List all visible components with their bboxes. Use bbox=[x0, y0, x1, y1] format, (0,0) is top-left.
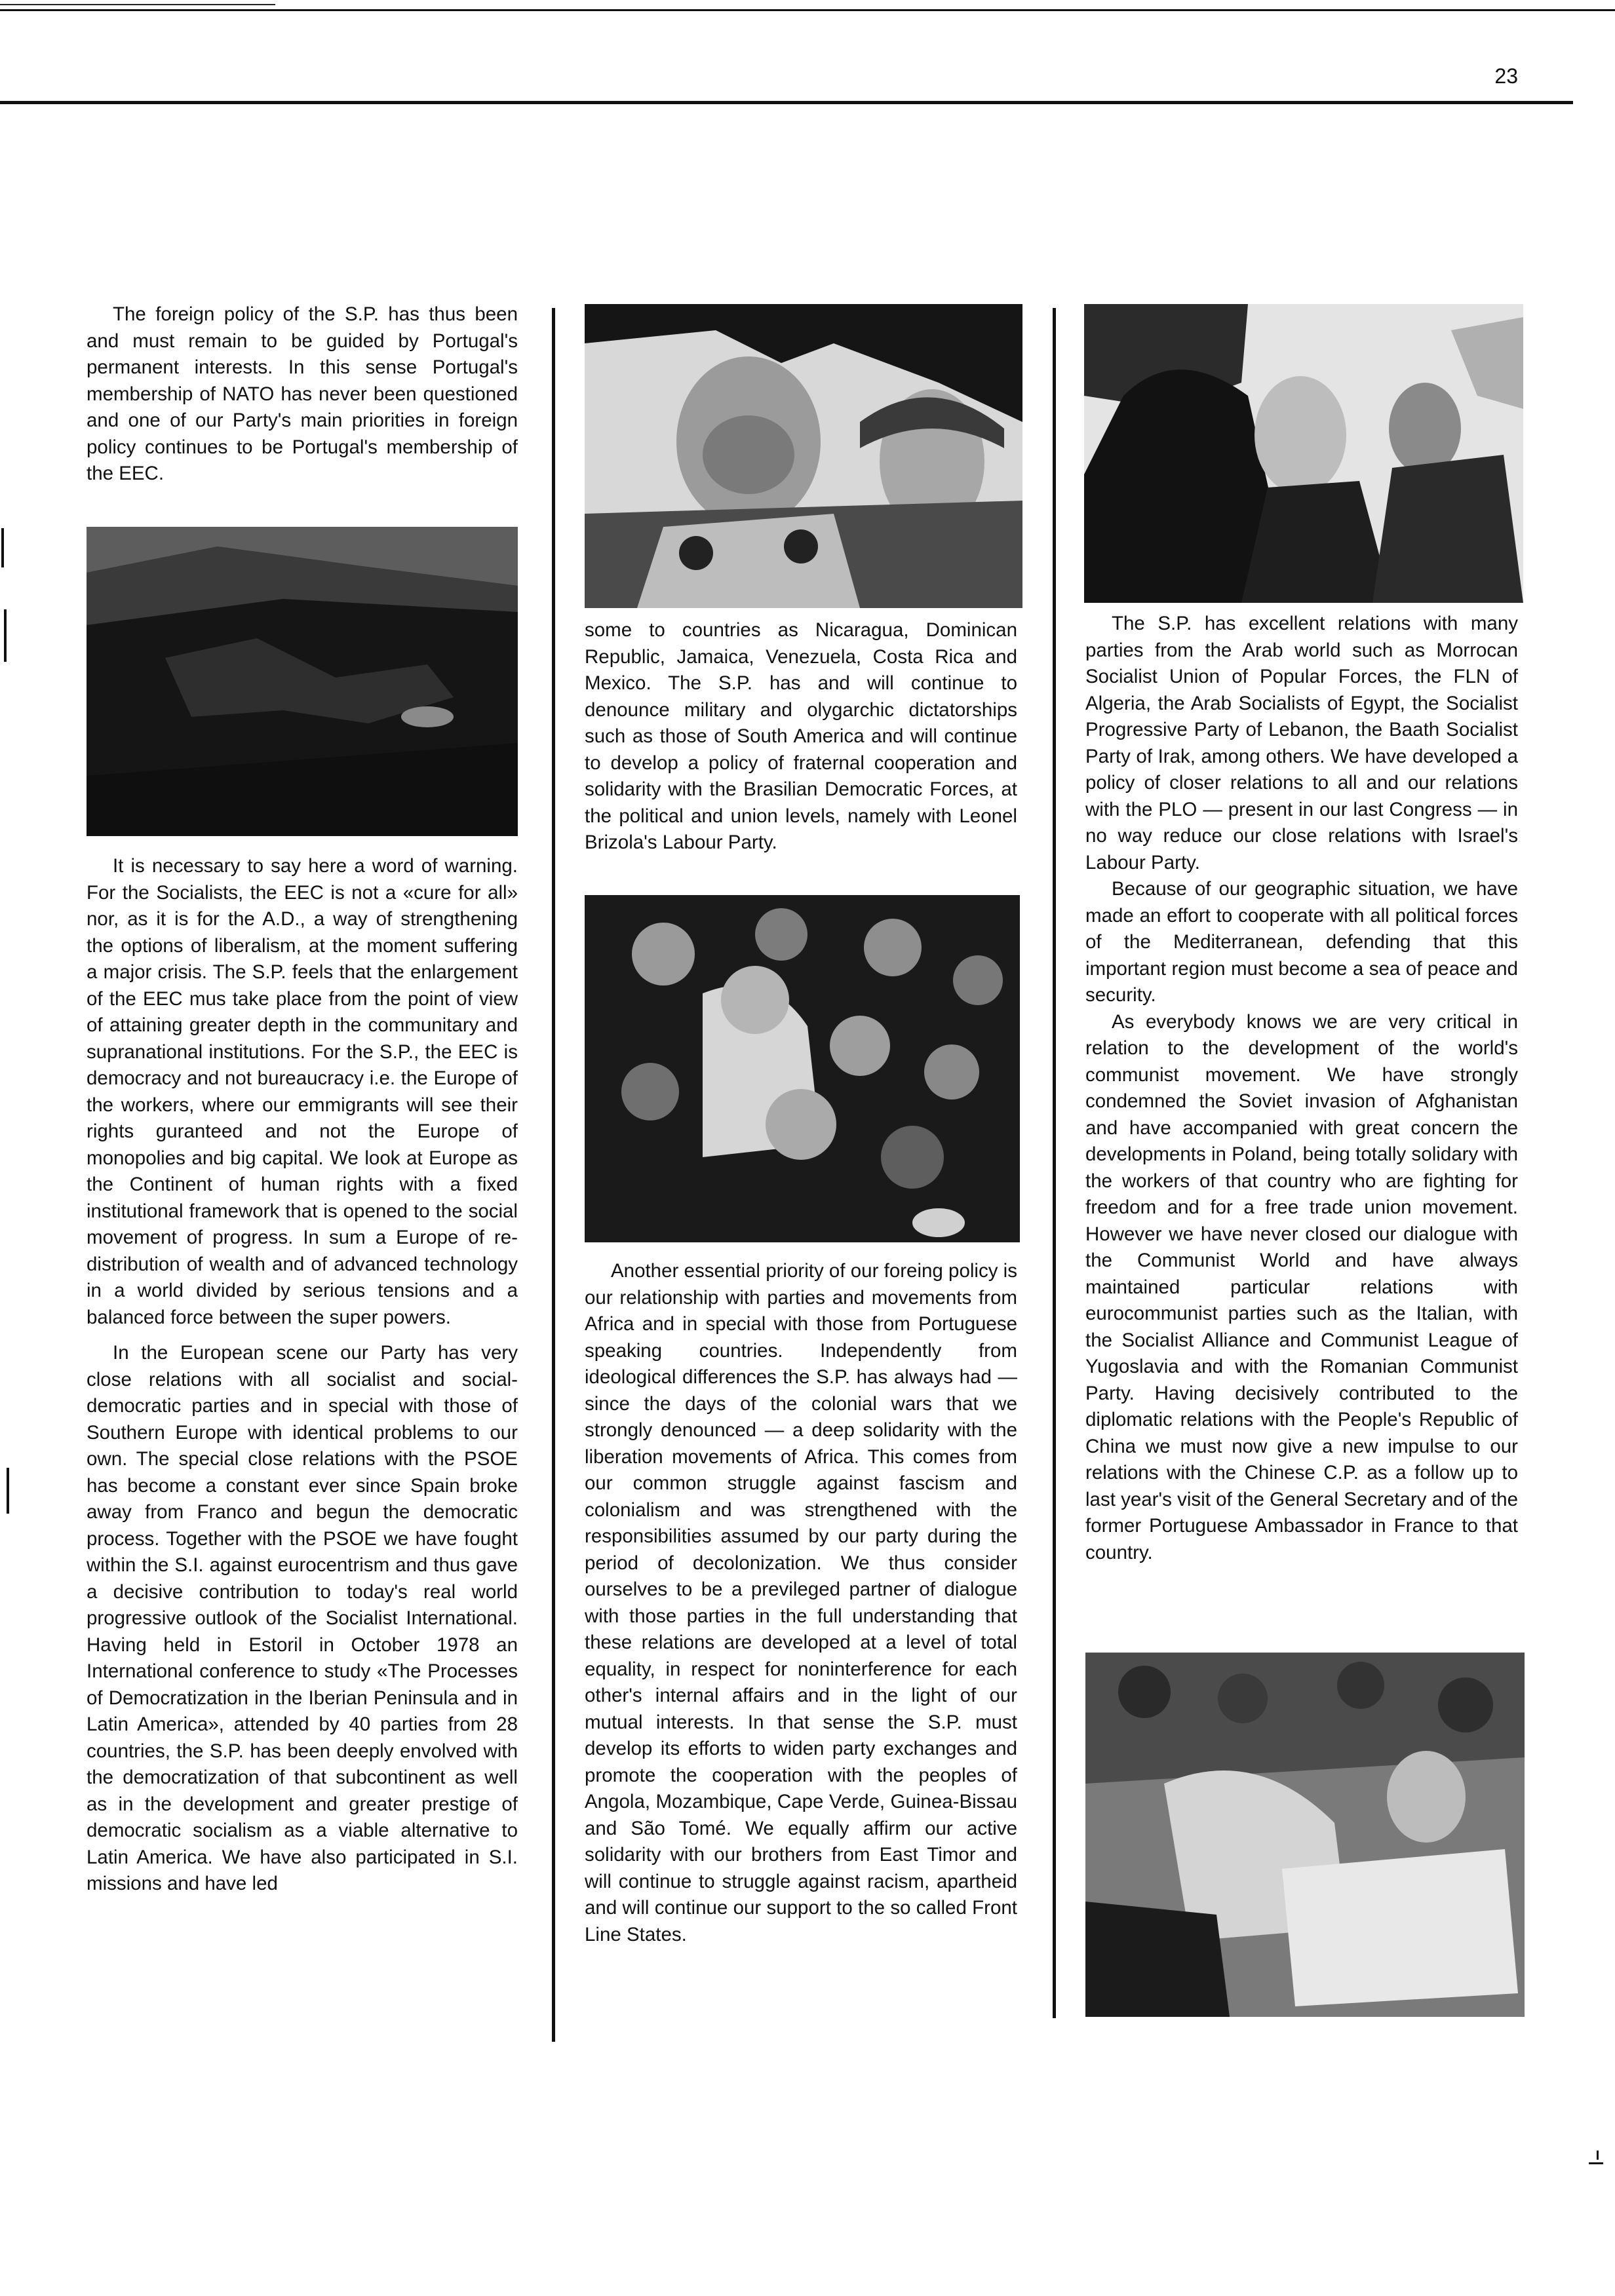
top-edge-line bbox=[0, 4, 275, 5]
page-number: 23 bbox=[1494, 64, 1518, 88]
photo-aerial bbox=[87, 527, 518, 836]
paragraph-nato-eec: The foreign policy of the S.P. has thus been and must remain to be guided by Portugal's permanent interests. In this sense Portugal's membership of NATO has never been questioned and one of our Party's main priorities in foreign policy continues to be Portugal's membership of the EEC. bbox=[87, 303, 518, 484]
column-1-body bbox=[87, 853, 518, 1898]
paragraph-communist-movement: As everybody knows we are very critical in relation to the development of the world's communist movement. We have strongly condemned the Soviet invasion of Afghanistan and have accompanied with great concern the developments in Poland, being totally solidary with the workers of that country who are fighting for freedom and for a free trade union movement. However we have never closed our dialogue with the Communist World and have always maintained particular relations with eurocommunist parties such as the Italian, with the Socialist Alliance and Communist League of Yugoslavia and with the Romanian Communist Party. Having decisively contributed to the diplomatic relations with the People's Republic of China we must now give a new impulse to our relations with the Chinese C.P. as a follow up to last year's visit of the General Secretary and of the former Portuguese Ambassador in France to that country. bbox=[1085, 1010, 1518, 1563]
top-border-rule bbox=[0, 9, 1615, 11]
paragraph-arab-world: The S.P. has excellent relations with many parties from the Arab world such as Morrocan Socialist Union of Popular Forces, the FLN of Algeria, the Arab Socialists of Egypt, the Socialist Progressive Party of Lebanon, the Baath Socialist Party of Irak, among others. We have developed a policy of closer relations to all and our relations with the PLO — present in our last Congress — in no way reduce our close relations with Israel's Labour Party. bbox=[1085, 613, 1518, 873]
column-divider bbox=[552, 308, 555, 2042]
paragraph-mediterranean: Because of our geographic situation, we have made an effort to cooperate with all political forces of the Mediterranean, defending that this important region must become a sea of peace and security. bbox=[1085, 878, 1518, 1006]
photo-speakers bbox=[585, 304, 1022, 608]
column-1-intro bbox=[87, 301, 518, 488]
column-3-body bbox=[1085, 611, 1518, 1566]
paragraph-africa: Another essential priority of our foreing policy is our relationship with parties and movements from Africa and in special with those from Portuguese speaking countries. Independently from ideological differences the S.P. has always had — since the days of the colonial wars that we strongly denounced — a deep solidarity with the liberation movements of Africa. This comes from our common struggle against fascism and colonialism and was strengthened with the responsibilities assumed by our party during the period of decolonization. We thus consider ourselves to be a previleged partner of dialogue with those parties in the full understanding that these relations are developed at a level of total equality, in respect for noninterference for each other's internal affairs and in the light of our mutual interests. In that sense the S.P. must develop its efforts to widen party exchanges and promote the cooperation with the peoples of Angola, Mozambique, Cape Verde, Guinea-Bissau and São Tomé. We equally affirm our active solidarity with our brothers from East Timor and will continue to struggle against racism, apartheid and will continue our support to the so called Front Line States. bbox=[585, 1260, 1017, 1945]
photo-crowd bbox=[585, 895, 1020, 1242]
margin-mark bbox=[7, 1468, 9, 1514]
margin-mark bbox=[4, 609, 7, 662]
photo-signing bbox=[1085, 1653, 1525, 2017]
column-2-body bbox=[585, 1258, 1017, 1948]
paragraph-eec-warning: It is necessary to say here a word of warning. For the Socialists, the EEC is not a «cure for all» nor, as it is for the A.D., a way of strengthening the options of liberalism, at the moment suffering a major crisis. The S.P. feels that the enlargement of the EEC mus take place from the point of view of attaining greater depth in the communitary and supranational institutions. For the S.P., the EEC is democracy and not bureaucracy i.e. the Europe of the workers, where our emmigrants will see their rights guranteed and not the Europe of monopolies and big capital. We look at Europe as the Continent of human rights with a fixed institutional framework that is opened to the social movement of progress. In sum a Europe of re-distribution of wealth and of advanced technology in a world divided by serious tensions and a balanced force between the super powers. bbox=[87, 855, 518, 1328]
margin-mark bbox=[1597, 2151, 1599, 2160]
margin-mark bbox=[1589, 2162, 1603, 2164]
paragraph-european-scene: In the European scene our Party has very close relations with all socialist and social-democratic parties and in special with those of Southern Europe with identical problems to our own. The special close relations with the PSOE has become a constant ever since Spain broke away from Franco and begun the democratic process. Together with the PSOE we have fought within the S.I. against eurocentrism and thus gave a decisive contribution to today's real world progressive outlook of the Socialist International. Having held in Estoril in October 1978 an International conference to study «The Processes of Democratization in the Iberian Peninsula and in Latin America», attended by 40 parties from 28 countries, the S.P. has been deeply envolved with the democratization of that subcontinent as well as in the development and greater prestige of democratic socialism as a viable alternative to Latin America. We have also participated in S.I. missions and have led bbox=[87, 1342, 518, 1894]
margin-mark bbox=[1, 528, 4, 567]
column-divider bbox=[1053, 308, 1056, 2018]
header-rule bbox=[0, 101, 1573, 104]
column-2-top bbox=[585, 617, 1017, 856]
paragraph-latin-america: some to countries as Nicaragua, Dominican Republic, Jamaica, Venezuela, Costa Rica and Mexico. The S.P. has and will continue to denounce military and olygarchic dictatorships such as those of South America and will continue to develop a policy of fraternal cooperation and solidarity with the Brasilian Democratic Forces, at the political and union levels, namely with Leonel Brizola's Labour Party. bbox=[585, 619, 1017, 853]
photo-meeting bbox=[1084, 304, 1523, 603]
